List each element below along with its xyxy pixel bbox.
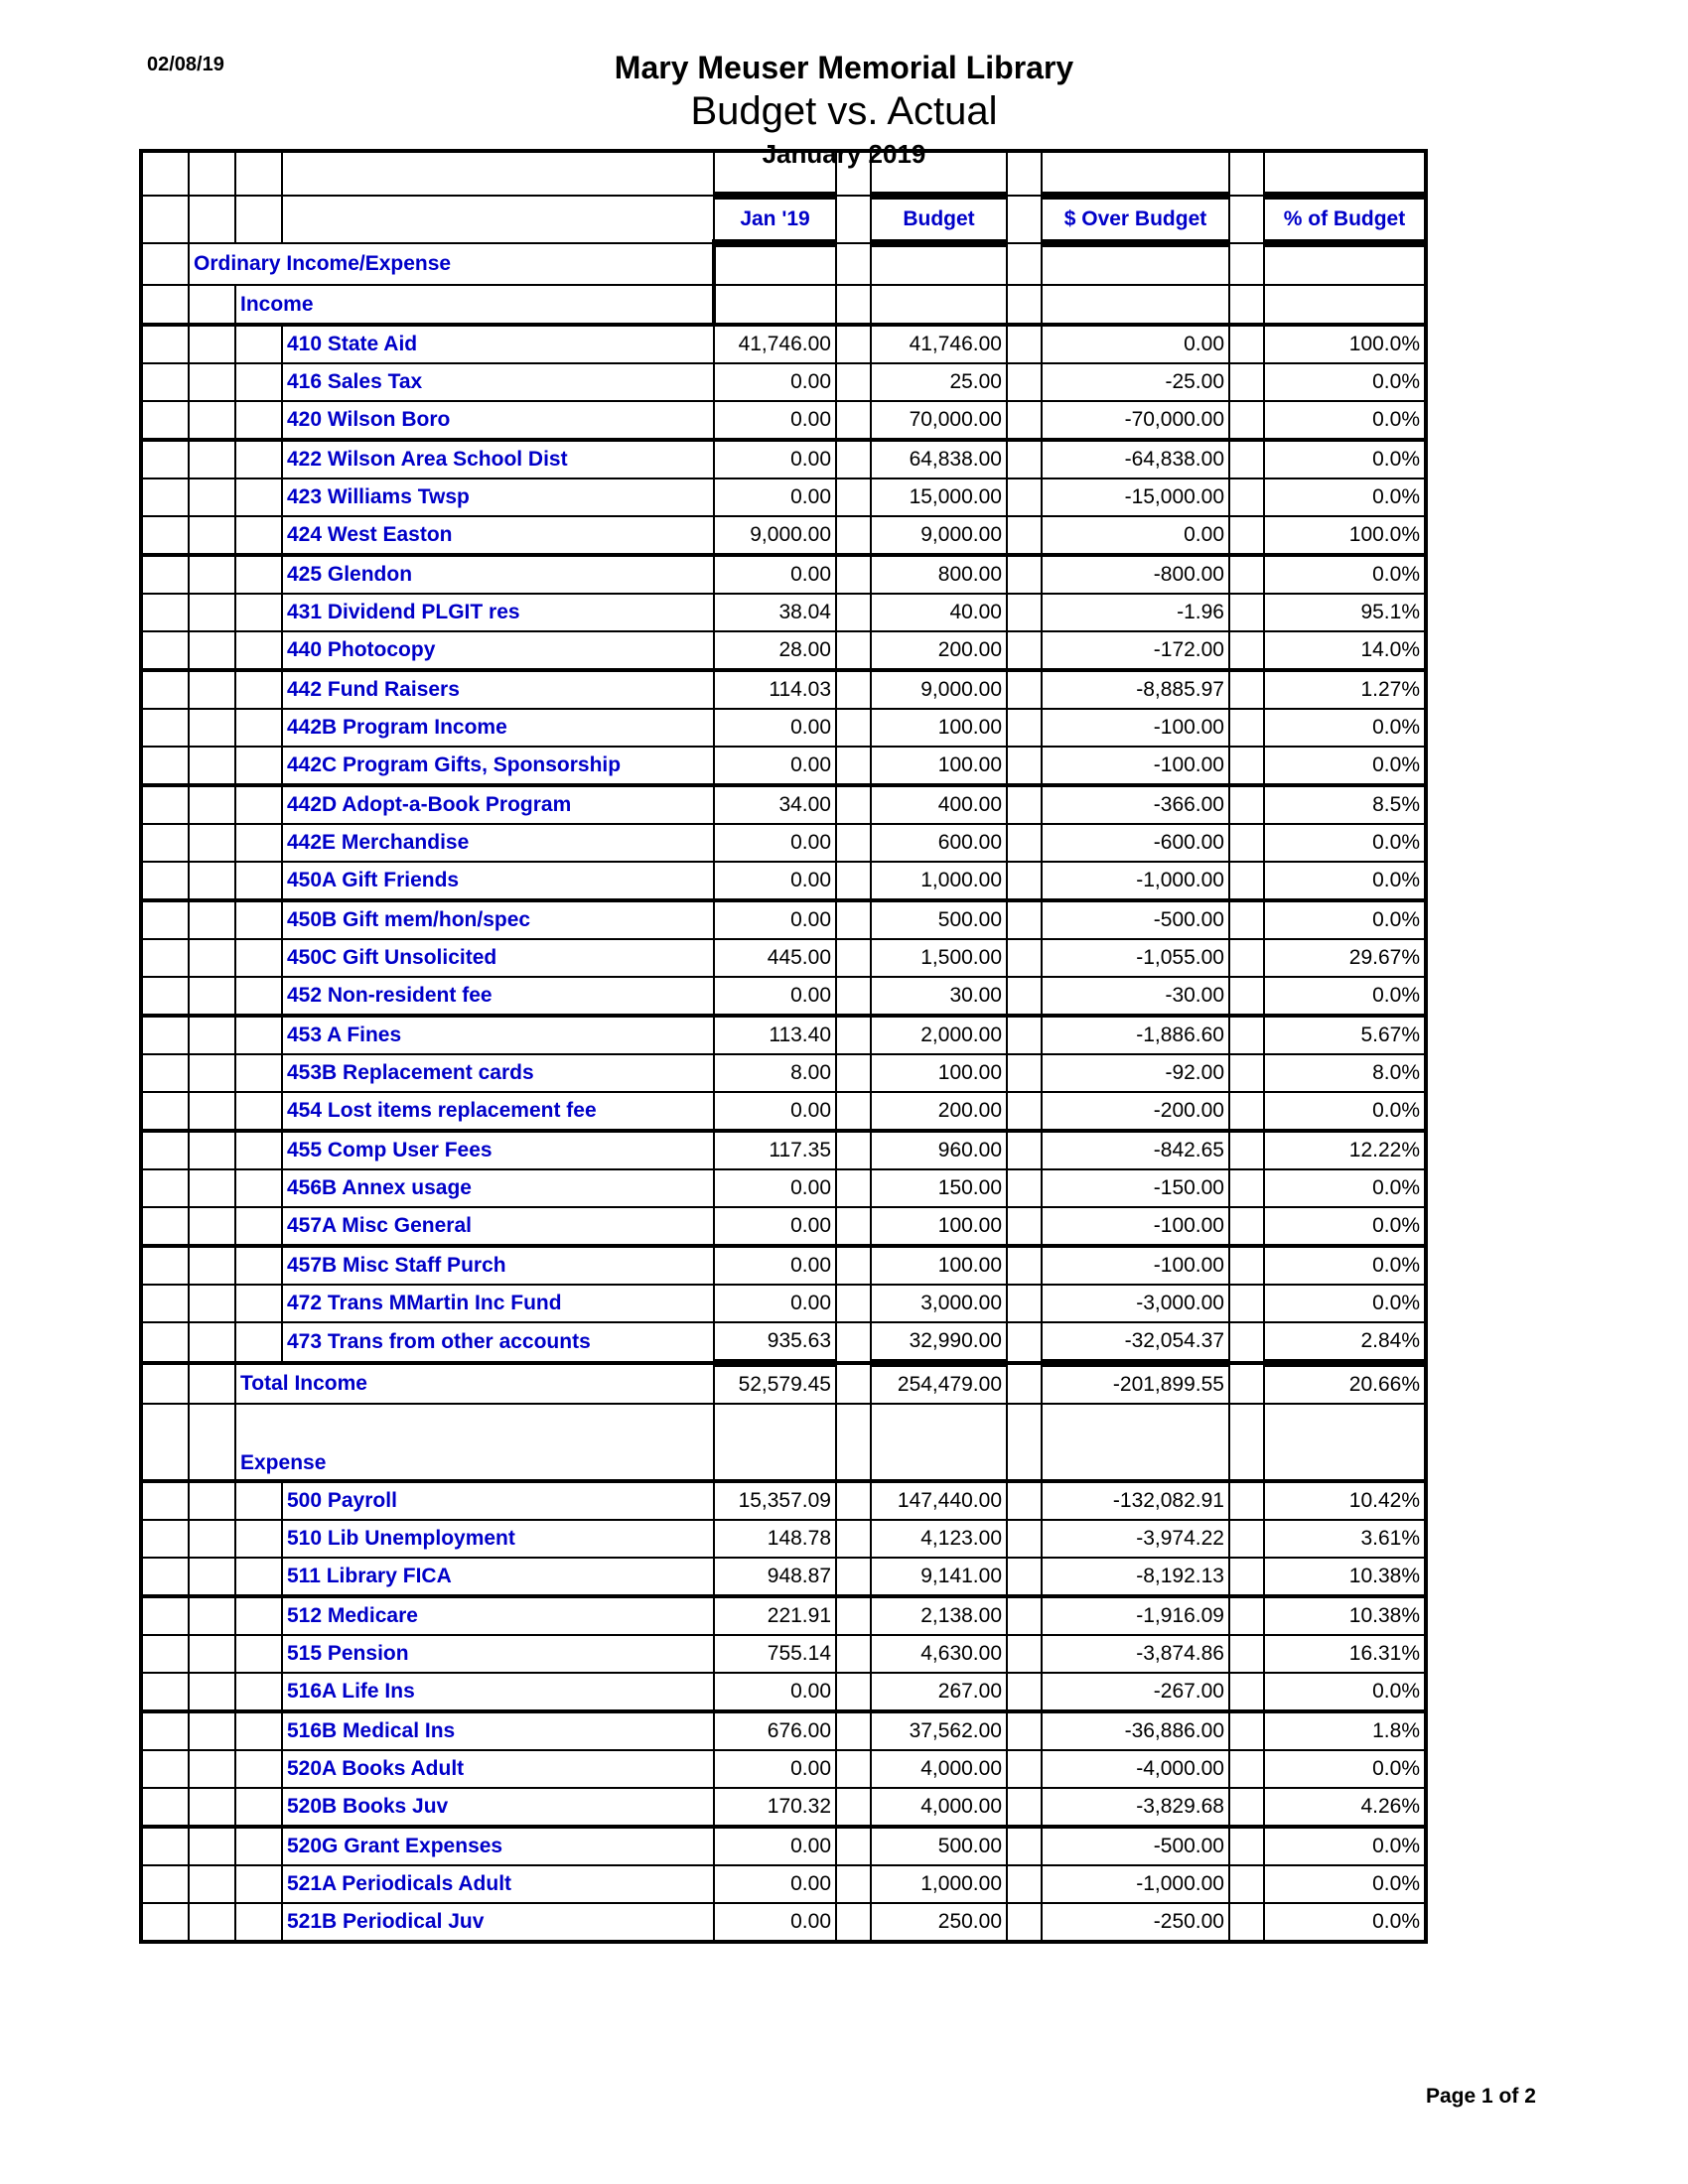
- over-budget-value: -8,192.13: [1042, 1558, 1229, 1596]
- account-label: 452 Non-resident fee: [282, 977, 714, 1016]
- table-row: [141, 1903, 1426, 1942]
- budget-value: 100.00: [871, 1054, 1007, 1092]
- jan-value: 0.00: [714, 1865, 836, 1903]
- budget-value: 9,000.00: [871, 670, 1007, 709]
- jan-value: 0.00: [714, 1903, 836, 1942]
- pct-budget-value: 8.5%: [1264, 785, 1426, 824]
- account-label: 453 A Fines: [282, 1016, 714, 1054]
- pct-budget-value: 0.0%: [1264, 862, 1426, 900]
- over-budget-value: -8,885.97: [1042, 670, 1229, 709]
- table-row: [141, 1092, 1426, 1131]
- account-label: 422 Wilson Area School Dist: [282, 440, 714, 478]
- account-label: 453B Replacement cards: [282, 1054, 714, 1092]
- pct-budget-value: 1.27%: [1264, 670, 1426, 709]
- jan-value: 0.00: [714, 1207, 836, 1246]
- pct-budget-value: 29.67%: [1264, 939, 1426, 977]
- over-budget-value: -1,055.00: [1042, 939, 1229, 977]
- pct-budget-value: 14.0%: [1264, 631, 1426, 670]
- jan-value: 0.00: [714, 747, 836, 785]
- pct-budget-value: 0.0%: [1264, 1285, 1426, 1322]
- pct-budget-value: 0.0%: [1264, 900, 1426, 939]
- account-label: 423 Williams Twsp: [282, 478, 714, 516]
- pct-budget-value: 100.0%: [1264, 325, 1426, 363]
- over-budget-value: -500.00: [1042, 900, 1229, 939]
- over-budget-value: -200.00: [1042, 1092, 1229, 1131]
- account-label: 520B Books Juv: [282, 1788, 714, 1827]
- budget-value: 100.00: [871, 747, 1007, 785]
- pct-budget-value: 0.0%: [1264, 440, 1426, 478]
- table-row: [141, 1169, 1426, 1207]
- account-label: 440 Photocopy: [282, 631, 714, 670]
- account-label: 515 Pension: [282, 1635, 714, 1673]
- section-ordinary-row: [141, 243, 1426, 285]
- jan-value: 0.00: [714, 1092, 836, 1131]
- over-budget-value: -1,000.00: [1042, 1865, 1229, 1903]
- pct-budget-value: 1.8%: [1264, 1711, 1426, 1750]
- jan-value: 0.00: [714, 555, 836, 594]
- table-row: [141, 363, 1426, 401]
- budget-value: 100.00: [871, 1207, 1007, 1246]
- budget-value: 267.00: [871, 1673, 1007, 1711]
- budget-value: 600.00: [871, 824, 1007, 862]
- column-header-pct-budget: % of Budget: [1264, 196, 1426, 243]
- account-label: 457B Misc Staff Purch: [282, 1246, 714, 1285]
- section-expense-label: Expense: [235, 1404, 714, 1481]
- budget-value: 200.00: [871, 631, 1007, 670]
- jan-value: 15,357.09: [714, 1481, 836, 1520]
- account-label: 450C Gift Unsolicited: [282, 939, 714, 977]
- table-row: [141, 1520, 1426, 1558]
- pct-budget-value: 0.0%: [1264, 1750, 1426, 1788]
- table-row: [141, 1596, 1426, 1635]
- over-budget-value: -132,082.91: [1042, 1481, 1229, 1520]
- over-budget-value: -100.00: [1042, 1246, 1229, 1285]
- pct-budget-value: 0.0%: [1264, 401, 1426, 440]
- pct-budget-value: 5.67%: [1264, 1016, 1426, 1054]
- budget-value: 4,000.00: [871, 1788, 1007, 1827]
- over-budget-value: -3,829.68: [1042, 1788, 1229, 1827]
- table-row: [141, 1788, 1426, 1827]
- table-row: [141, 1246, 1426, 1285]
- account-label: 431 Dividend PLGIT res: [282, 594, 714, 631]
- jan-value: 948.87: [714, 1558, 836, 1596]
- jan-value: 0.00: [714, 363, 836, 401]
- pct-budget-value: 2.84%: [1264, 1322, 1426, 1363]
- total-over-budget-value: -201,899.55: [1042, 1363, 1229, 1404]
- table-row: [141, 939, 1426, 977]
- over-budget-value: -1,886.60: [1042, 1016, 1229, 1054]
- budget-value: 500.00: [871, 1827, 1007, 1865]
- section-income-row: [141, 285, 1426, 325]
- account-label: 520G Grant Expenses: [282, 1827, 714, 1865]
- jan-value: 0.00: [714, 1169, 836, 1207]
- column-header-budget: Budget: [871, 196, 1007, 243]
- budget-value: 32,990.00: [871, 1322, 1007, 1363]
- jan-value: 170.32: [714, 1788, 836, 1827]
- table-row: [141, 516, 1426, 555]
- table-row: [141, 325, 1426, 363]
- pct-budget-value: 0.0%: [1264, 709, 1426, 747]
- jan-value: 0.00: [714, 1246, 836, 1285]
- jan-value: 935.63: [714, 1322, 836, 1363]
- table-row: [141, 670, 1426, 709]
- pct-budget-value: 0.0%: [1264, 1246, 1426, 1285]
- over-budget-value: -64,838.00: [1042, 440, 1229, 478]
- table-row: [141, 824, 1426, 862]
- table-row: [141, 440, 1426, 478]
- table-row: [141, 785, 1426, 824]
- budget-value: 41,746.00: [871, 325, 1007, 363]
- section-ordinary-label: Ordinary Income/Expense: [189, 243, 714, 285]
- account-label: 511 Library FICA: [282, 1558, 714, 1596]
- table-row: [141, 1481, 1426, 1520]
- budget-value: 3,000.00: [871, 1285, 1007, 1322]
- pct-budget-value: 0.0%: [1264, 977, 1426, 1016]
- section-expense-row: [141, 1404, 1426, 1481]
- budget-value: 1,000.00: [871, 1865, 1007, 1903]
- budget-value: 15,000.00: [871, 478, 1007, 516]
- table-row: [141, 977, 1426, 1016]
- jan-value: 34.00: [714, 785, 836, 824]
- pct-budget-value: 16.31%: [1264, 1635, 1426, 1673]
- account-label: 450A Gift Friends: [282, 862, 714, 900]
- table-row: [141, 1558, 1426, 1596]
- jan-value: 445.00: [714, 939, 836, 977]
- total-jan-value: 52,579.45: [714, 1363, 836, 1404]
- report-period: January 2019: [762, 139, 926, 169]
- budget-value: 2,138.00: [871, 1596, 1007, 1635]
- jan-value: 0.00: [714, 709, 836, 747]
- pct-budget-value: 4.26%: [1264, 1788, 1426, 1827]
- over-budget-value: 0.00: [1042, 325, 1229, 363]
- jan-value: 148.78: [714, 1520, 836, 1558]
- organization-name: Mary Meuser Memorial Library: [614, 50, 1074, 85]
- jan-value: 28.00: [714, 631, 836, 670]
- pct-budget-value: 95.1%: [1264, 594, 1426, 631]
- budget-value: 100.00: [871, 1246, 1007, 1285]
- pct-budget-value: 0.0%: [1264, 1673, 1426, 1711]
- table-row: [141, 594, 1426, 631]
- pct-budget-value: 3.61%: [1264, 1520, 1426, 1558]
- budget-value: 960.00: [871, 1131, 1007, 1169]
- over-budget-value: -500.00: [1042, 1827, 1229, 1865]
- account-label: 521A Periodicals Adult: [282, 1865, 714, 1903]
- budget-value: 100.00: [871, 709, 1007, 747]
- pct-budget-value: 0.0%: [1264, 1827, 1426, 1865]
- jan-value: 0.00: [714, 1285, 836, 1322]
- over-budget-value: -4,000.00: [1042, 1750, 1229, 1788]
- account-label: 450B Gift mem/hon/spec: [282, 900, 714, 939]
- account-label: 516A Life Ins: [282, 1673, 714, 1711]
- table-row: [141, 1750, 1426, 1788]
- account-label: 424 West Easton: [282, 516, 714, 555]
- jan-value: 0.00: [714, 1827, 836, 1865]
- pct-budget-value: 10.38%: [1264, 1558, 1426, 1596]
- over-budget-value: -15,000.00: [1042, 478, 1229, 516]
- pct-budget-value: 8.0%: [1264, 1054, 1426, 1092]
- pct-budget-value: 10.42%: [1264, 1481, 1426, 1520]
- pct-budget-value: 0.0%: [1264, 555, 1426, 594]
- over-budget-value: -842.65: [1042, 1131, 1229, 1169]
- jan-value: 38.04: [714, 594, 836, 631]
- over-budget-value: -250.00: [1042, 1903, 1229, 1942]
- budget-value: 30.00: [871, 977, 1007, 1016]
- account-label: 410 State Aid: [282, 325, 714, 363]
- column-header-over-budget: $ Over Budget: [1042, 196, 1229, 243]
- table-row: [141, 862, 1426, 900]
- table-row: [141, 1285, 1426, 1322]
- budget-value: 1,000.00: [871, 862, 1007, 900]
- over-budget-value: -600.00: [1042, 824, 1229, 862]
- budget-value: 9,000.00: [871, 516, 1007, 555]
- budget-value: 400.00: [871, 785, 1007, 824]
- account-label: 442 Fund Raisers: [282, 670, 714, 709]
- pct-budget-value: 0.0%: [1264, 363, 1426, 401]
- budget-value: 250.00: [871, 1903, 1007, 1942]
- budget-value: 4,123.00: [871, 1520, 1007, 1558]
- jan-value: 0.00: [714, 824, 836, 862]
- account-label: 442D Adopt-a-Book Program: [282, 785, 714, 824]
- over-budget-value: 0.00: [1042, 516, 1229, 555]
- jan-value: 41,746.00: [714, 325, 836, 363]
- account-label: 520A Books Adult: [282, 1750, 714, 1788]
- jan-value: 0.00: [714, 862, 836, 900]
- budget-value: 40.00: [871, 594, 1007, 631]
- table-row: [141, 631, 1426, 670]
- table-row: [141, 1865, 1426, 1903]
- pct-budget-value: 0.0%: [1264, 478, 1426, 516]
- pct-budget-value: 10.38%: [1264, 1596, 1426, 1635]
- budget-value: 500.00: [871, 900, 1007, 939]
- budget-value: 150.00: [871, 1169, 1007, 1207]
- table-row: [141, 1322, 1426, 1363]
- table-row: [141, 747, 1426, 785]
- account-label: 425 Glendon: [282, 555, 714, 594]
- over-budget-value: -1.96: [1042, 594, 1229, 631]
- over-budget-value: -172.00: [1042, 631, 1229, 670]
- table-row: [141, 1827, 1426, 1865]
- table-row: [141, 1131, 1426, 1169]
- jan-value: 113.40: [714, 1016, 836, 1054]
- pct-budget-value: 0.0%: [1264, 824, 1426, 862]
- budget-value: 2,000.00: [871, 1016, 1007, 1054]
- over-budget-value: -3,974.22: [1042, 1520, 1229, 1558]
- over-budget-value: -366.00: [1042, 785, 1229, 824]
- over-budget-value: -267.00: [1042, 1673, 1229, 1711]
- over-budget-value: -70,000.00: [1042, 401, 1229, 440]
- over-budget-value: -100.00: [1042, 709, 1229, 747]
- over-budget-value: -3,874.86: [1042, 1635, 1229, 1673]
- pct-budget-value: 0.0%: [1264, 1865, 1426, 1903]
- jan-value: 0.00: [714, 1673, 836, 1711]
- section-income-label: Income: [235, 285, 714, 325]
- jan-value: 0.00: [714, 1750, 836, 1788]
- budget-value: 147,440.00: [871, 1481, 1007, 1520]
- account-label: 510 Lib Unemployment: [282, 1520, 714, 1558]
- pct-budget-value: 0.0%: [1264, 1169, 1426, 1207]
- account-label: 416 Sales Tax: [282, 363, 714, 401]
- table-row: [141, 555, 1426, 594]
- account-label: 442C Program Gifts, Sponsorship: [282, 747, 714, 785]
- over-budget-value: -1,916.09: [1042, 1596, 1229, 1635]
- table-row: [141, 900, 1426, 939]
- header-row-columns: [141, 196, 1426, 243]
- table-row: [141, 478, 1426, 516]
- account-label: 516B Medical Ins: [282, 1711, 714, 1750]
- jan-value: 0.00: [714, 977, 836, 1016]
- account-label: 420 Wilson Boro: [282, 401, 714, 440]
- jan-value: 0.00: [714, 440, 836, 478]
- jan-value: 676.00: [714, 1711, 836, 1750]
- budget-value: 200.00: [871, 1092, 1007, 1131]
- account-label: 454 Lost items replacement fee: [282, 1092, 714, 1131]
- table-row: [141, 1711, 1426, 1750]
- budget-value: 1,500.00: [871, 939, 1007, 977]
- jan-value: 0.00: [714, 401, 836, 440]
- jan-value: 9,000.00: [714, 516, 836, 555]
- total-income-row: [141, 1363, 1426, 1404]
- table-row: [141, 1054, 1426, 1092]
- jan-value: 114.03: [714, 670, 836, 709]
- account-label: 442B Program Income: [282, 709, 714, 747]
- budget-value: 4,000.00: [871, 1750, 1007, 1788]
- budget-table: [139, 149, 1428, 1944]
- account-label: 500 Payroll: [282, 1481, 714, 1520]
- account-label: 456B Annex usage: [282, 1169, 714, 1207]
- over-budget-value: -100.00: [1042, 1207, 1229, 1246]
- jan-value: 221.91: [714, 1596, 836, 1635]
- budget-value: 70,000.00: [871, 401, 1007, 440]
- pct-budget-value: 12.22%: [1264, 1131, 1426, 1169]
- account-label: 457A Misc General: [282, 1207, 714, 1246]
- budget-value: 37,562.00: [871, 1711, 1007, 1750]
- over-budget-value: -92.00: [1042, 1054, 1229, 1092]
- jan-value: 755.14: [714, 1635, 836, 1673]
- over-budget-value: -30.00: [1042, 977, 1229, 1016]
- budget-value: 800.00: [871, 555, 1007, 594]
- account-label: 442E Merchandise: [282, 824, 714, 862]
- over-budget-value: -1,000.00: [1042, 862, 1229, 900]
- over-budget-value: -3,000.00: [1042, 1285, 1229, 1322]
- budget-value: 64,838.00: [871, 440, 1007, 478]
- table-row: [141, 1673, 1426, 1711]
- over-budget-value: -100.00: [1042, 747, 1229, 785]
- table-row: [141, 1635, 1426, 1673]
- table-row: [141, 1207, 1426, 1246]
- total-pct-budget-value: 20.66%: [1264, 1363, 1426, 1404]
- report-date: 02/08/19: [147, 54, 224, 75]
- pct-budget-value: 0.0%: [1264, 1092, 1426, 1131]
- over-budget-value: -36,886.00: [1042, 1711, 1229, 1750]
- table-row: [141, 1016, 1426, 1054]
- account-label: 472 Trans MMartin Inc Fund: [282, 1285, 714, 1322]
- pct-budget-value: 0.0%: [1264, 1903, 1426, 1942]
- total-income-label: Total Income: [235, 1363, 714, 1404]
- jan-value: 8.00: [714, 1054, 836, 1092]
- jan-value: 0.00: [714, 478, 836, 516]
- pct-budget-value: 100.0%: [1264, 516, 1426, 555]
- budget-value: 9,141.00: [871, 1558, 1007, 1596]
- account-label: 473 Trans from other accounts: [282, 1322, 714, 1363]
- over-budget-value: -32,054.37: [1042, 1322, 1229, 1363]
- over-budget-value: -150.00: [1042, 1169, 1229, 1207]
- report-title: Budget vs. Actual: [690, 89, 998, 133]
- account-label: 521B Periodical Juv: [282, 1903, 714, 1942]
- budget-value: 4,630.00: [871, 1635, 1007, 1673]
- table-row: [141, 709, 1426, 747]
- jan-value: 0.00: [714, 900, 836, 939]
- pct-budget-value: 0.0%: [1264, 1207, 1426, 1246]
- table-row: [141, 401, 1426, 440]
- column-header-jan: Jan '19: [714, 196, 836, 243]
- account-label: 455 Comp User Fees: [282, 1131, 714, 1169]
- over-budget-value: -25.00: [1042, 363, 1229, 401]
- jan-value: 117.35: [714, 1131, 836, 1169]
- budget-value: 25.00: [871, 363, 1007, 401]
- pct-budget-value: 0.0%: [1264, 747, 1426, 785]
- over-budget-value: -800.00: [1042, 555, 1229, 594]
- page-number: Page 1 of 2: [1426, 2085, 1536, 2108]
- total-budget-value: 254,479.00: [871, 1363, 1007, 1404]
- account-label: 512 Medicare: [282, 1596, 714, 1635]
